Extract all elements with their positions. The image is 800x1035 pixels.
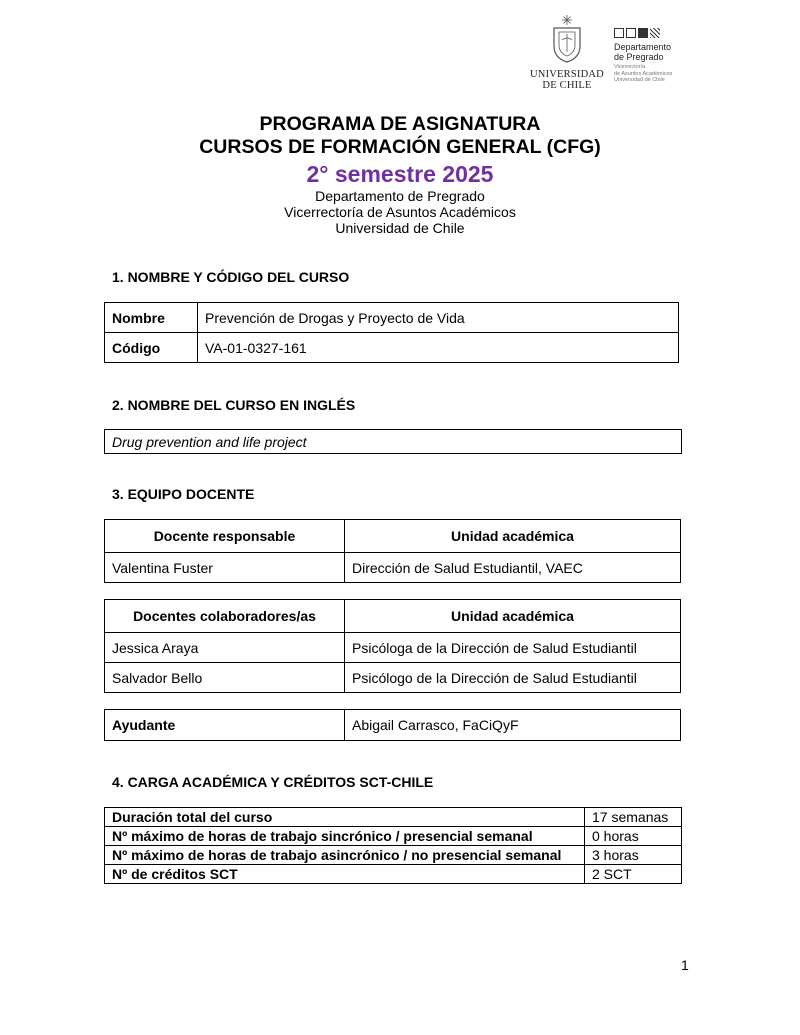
assistant-table: [104, 709, 681, 741]
dept-name-line1: Departamento: [614, 42, 672, 52]
table-row: [105, 303, 679, 333]
section-heading-1: 1. NOMBRE Y CÓDIGO DEL CURSO: [112, 269, 350, 285]
table-row: [105, 553, 681, 583]
responsible-header: Docente responsable: [105, 520, 345, 553]
table-row: [105, 430, 682, 454]
section-heading-2: 2. NOMBRE DEL CURSO EN INGLÉS: [112, 397, 356, 413]
table-row: [105, 710, 681, 741]
collaborators-header: Docentes colaboradores/as: [105, 600, 345, 633]
header-university: Universidad de Chile: [335, 220, 465, 236]
table-row: [105, 865, 682, 884]
document-title: PROGRAMA DE ASIGNATURA: [259, 113, 541, 135]
dept-name-line2: de Pregrado: [614, 52, 664, 62]
collaborator-unit: Psicólogo de la Dirección de Salud Estudiantil: [345, 663, 681, 693]
collaborator-unit: Psicóloga de la Dirección de Salud Estudiantil: [345, 633, 681, 663]
code-value: VA-01-0327-161: [198, 333, 679, 363]
header-vicerrectoria: Vicerrectoría de Asuntos Académicos: [284, 204, 516, 220]
university-seal-icon: [547, 14, 587, 64]
workload-value: 2 SCT: [585, 865, 682, 884]
collaborator-name: Jessica Araya: [105, 633, 345, 663]
workload-value: 0 horas: [585, 827, 682, 846]
collaborator-name: Salvador Bello: [105, 663, 345, 693]
english-name-table: [104, 429, 682, 454]
responsible-name: Valentina Fuster: [105, 553, 345, 583]
assistant-value: Abigail Carrasco, FaCiQyF: [345, 710, 681, 741]
name-value: Prevención de Drogas y Proyecto de Vida: [198, 303, 679, 333]
document-subtitle: CURSOS DE FORMACIÓN GENERAL (CFG): [199, 136, 601, 158]
workload-label: Nº máximo de horas de trabajo sincrónico / presencial semanal: [105, 827, 585, 846]
table-row: [105, 633, 681, 663]
assistant-label: Ayudante: [105, 710, 345, 741]
workload-label: Nº máximo de horas de trabajo asincrónico / no presencial semanal: [105, 846, 585, 865]
document-header: [0, 113, 800, 236]
collaborators-table: [104, 599, 681, 693]
workload-value: 3 horas: [585, 846, 682, 865]
university-name-line1: UNIVERSIDAD: [530, 69, 604, 80]
unit-header: Unidad académica: [345, 600, 681, 633]
english-name-value: Drug prevention and life project: [105, 430, 682, 454]
table-row: [105, 827, 682, 846]
departamento-pregrado-logo: [614, 28, 704, 84]
header-department: Departamento de Pregrado: [315, 188, 485, 204]
responsible-teacher-table: [104, 519, 681, 583]
table-row: [105, 663, 681, 693]
workload-label: Nº de créditos SCT: [105, 865, 585, 884]
workload-value: 17 semanas: [585, 808, 682, 827]
name-label: Nombre: [105, 303, 198, 333]
section-heading-3: 3. EQUIPO DOCENTE: [112, 486, 255, 502]
section-heading-4: 4. CARGA ACADÉMICA Y CRÉDITOS SCT-CHILE: [112, 774, 434, 790]
semester-heading: 2° semestre 2025: [306, 161, 494, 187]
workload-table: [104, 807, 682, 884]
dept-squares-icon: [614, 28, 704, 38]
table-header-row: [105, 600, 681, 633]
code-label: Código: [105, 333, 198, 363]
workload-label: Duración total del curso: [105, 808, 585, 827]
table-row: [105, 846, 682, 865]
universidad-de-chile-logo: [530, 14, 604, 91]
dept-sub-text: Vicerrectoría de Asuntos Académicos Universidad de Chile: [614, 64, 673, 83]
table-row: [105, 333, 679, 363]
responsible-unit: Dirección de Salud Estudiantil, VAEC: [345, 553, 681, 583]
university-name-line2: DE CHILE: [542, 80, 592, 91]
table-header-row: [105, 520, 681, 553]
course-name-code-table: [104, 302, 679, 363]
unit-header: Unidad académica: [345, 520, 681, 553]
table-row: [105, 808, 682, 827]
page-number: 1: [681, 957, 689, 973]
